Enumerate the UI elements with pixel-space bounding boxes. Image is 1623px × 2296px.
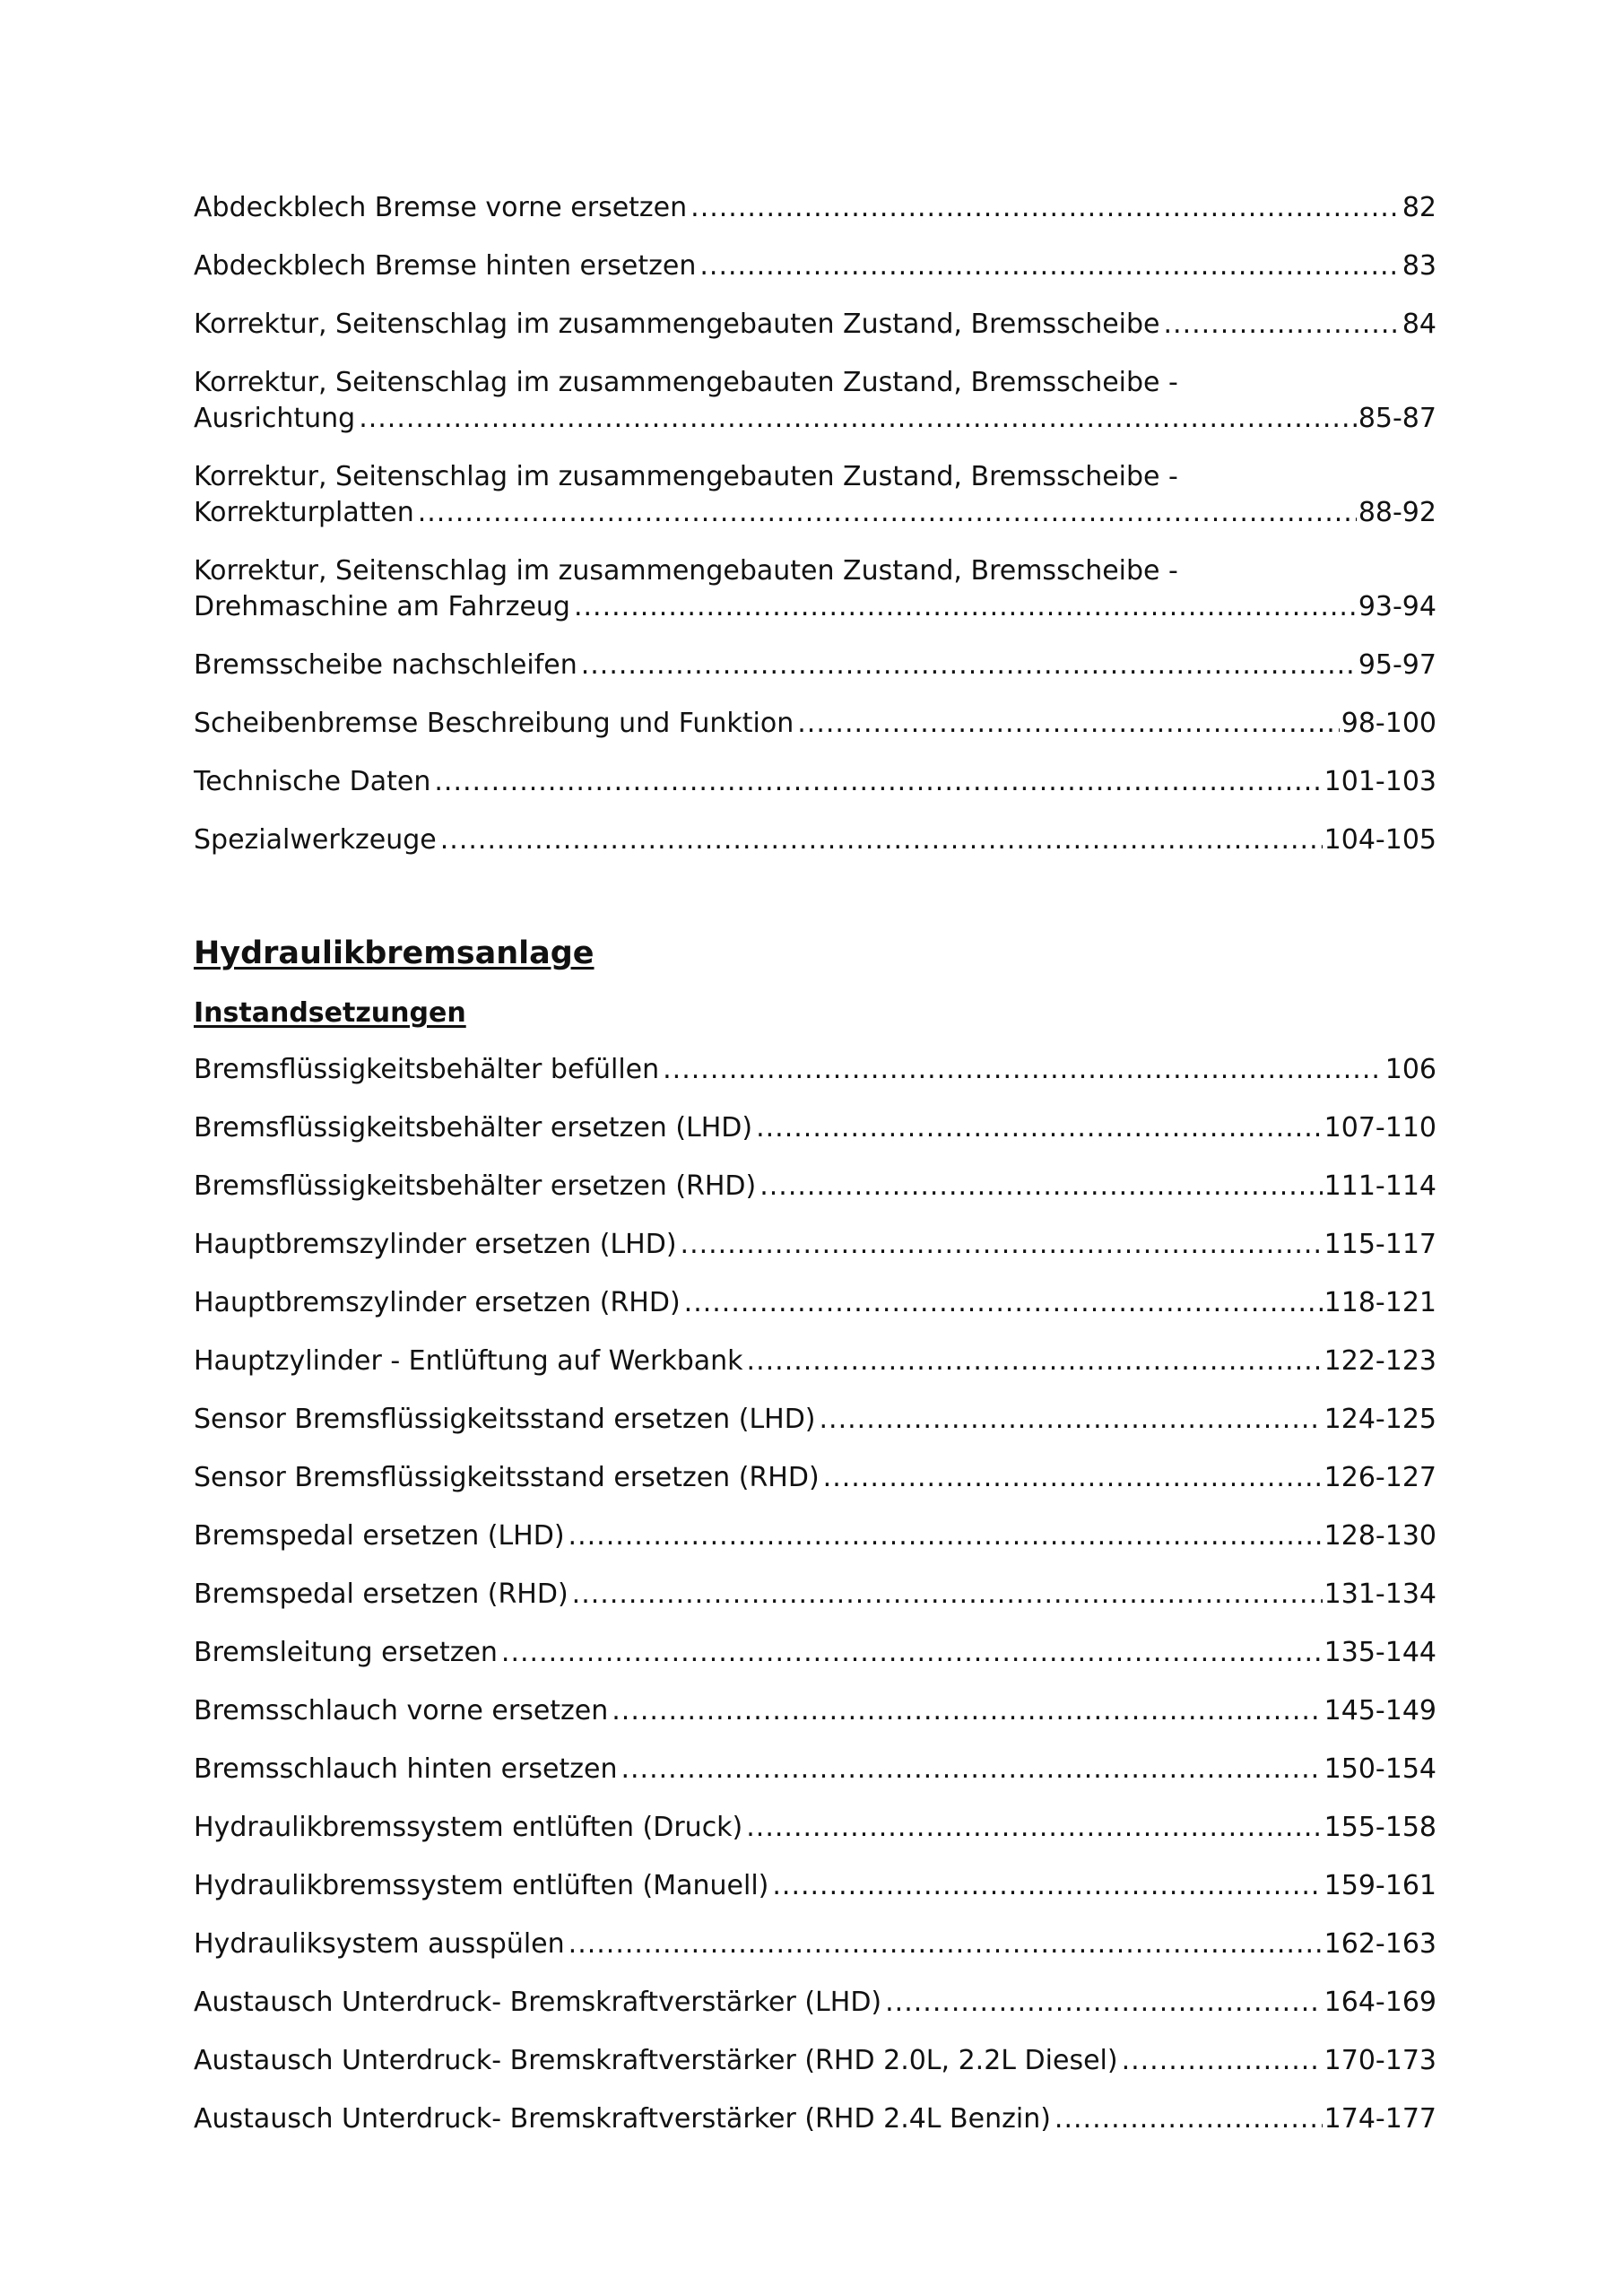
toc-entry-page: 83 (1402, 250, 1436, 282)
dot-leader (885, 1985, 1323, 2021)
dot-leader (434, 764, 1322, 800)
dot-leader (684, 1285, 1323, 1321)
toc-entry-title: Abdeckblech Bremse hinten ersetzen (194, 250, 697, 282)
dot-leader (690, 190, 1401, 226)
toc-entry-title: Sensor Bremsflüssigkeitsstand ersetzen (RHD) (194, 1462, 820, 1493)
dot-leader (501, 1635, 1323, 1671)
toc-entry-page: 88-92 (1358, 497, 1436, 528)
toc-entry[interactable] (194, 1285, 1436, 1321)
toc-entry-page: 106 (1384, 1054, 1436, 1085)
toc-entry-title: Abdeckblech Bremse vorne ersetzen (194, 192, 688, 223)
dot-leader (572, 1577, 1323, 1613)
toc-entry[interactable] (194, 822, 1436, 858)
toc-entry-title: Bremspedal ersetzen (RHD) (194, 1578, 568, 1610)
toc-entry-title: Ausrichtung (194, 403, 356, 434)
dot-leader (699, 248, 1400, 284)
dot-leader (568, 1518, 1323, 1554)
toc-entry[interactable] (194, 1344, 1436, 1379)
toc-entry-title: Bremsschlauch vorne ersetzen (194, 1695, 609, 1726)
toc-entry-title-line1: Korrektur, Seitenschlag im zusammengebauten Zustand, Bremsscheibe - (194, 461, 1178, 492)
toc-entry-title: Hydrauliksystem ausspülen (194, 1928, 565, 1960)
toc-entry-page: 174-177 (1324, 2103, 1436, 2135)
toc-entry-page: 159-161 (1324, 1870, 1436, 1901)
dot-leader (746, 1810, 1322, 1846)
dot-leader (440, 822, 1323, 858)
toc-entry-title: Hydraulikbremssystem entlüften (Manuell) (194, 1870, 769, 1901)
toc-entry[interactable] (194, 1926, 1436, 1962)
toc-entry[interactable] (194, 1518, 1436, 1554)
toc-entry-title: Bremsschlauch hinten ersetzen (194, 1753, 618, 1785)
toc-entry-page: 124-125 (1324, 1404, 1436, 1435)
toc-entry-title: Austausch Unterdruck- Bremskraftverstärker (LHD) (194, 1987, 882, 2018)
toc-entry-title: Austausch Unterdruck- Bremskraftverstärker (RHD 2.4L Benzin) (194, 2103, 1051, 2135)
toc-entry[interactable] (194, 190, 1436, 226)
toc-entry-title: Hauptzylinder - Entlüftung auf Werkbank (194, 1345, 743, 1377)
subsection-heading: Instandsetzungen (194, 997, 466, 1029)
dot-leader (612, 1693, 1322, 1729)
toc-entry[interactable] (194, 706, 1436, 742)
dot-leader (1164, 307, 1401, 343)
toc-entry-page: 115-117 (1324, 1229, 1436, 1260)
toc-entry[interactable] (194, 1985, 1436, 2021)
toc-entry-page: 85-87 (1358, 403, 1436, 434)
toc-page (194, 190, 1436, 2160)
toc-entry[interactable] (194, 1169, 1436, 1205)
toc-entry-page: 101-103 (1324, 766, 1436, 797)
toc-entry[interactable] (194, 459, 1436, 531)
toc-entry-page: 111-114 (1324, 1170, 1436, 1202)
toc-entry-page: 155-158 (1324, 1812, 1436, 1843)
toc-entry-page: 135-144 (1324, 1637, 1436, 1668)
toc-entry[interactable] (194, 648, 1436, 683)
dot-leader (747, 1344, 1323, 1379)
toc-entry-page: 126-127 (1324, 1462, 1436, 1493)
toc-entry-page: 95-97 (1358, 649, 1436, 681)
section-heading: Hydraulikbremsanlage (194, 935, 595, 971)
toc-entry-page: 170-173 (1324, 2045, 1436, 2076)
toc-entry-title: Hauptbremszylinder ersetzen (LHD) (194, 1229, 677, 1260)
dot-leader (574, 589, 1357, 625)
toc-list-section (194, 1052, 1436, 2137)
toc-entry[interactable] (194, 1752, 1436, 1787)
dot-leader (663, 1052, 1384, 1088)
dot-leader (759, 1169, 1322, 1205)
toc-entry[interactable] (194, 1110, 1436, 1146)
toc-entry[interactable] (194, 248, 1436, 284)
toc-entry-page: 145-149 (1324, 1695, 1436, 1726)
toc-entry-page: 150-154 (1324, 1753, 1436, 1785)
toc-entry-page: 164-169 (1324, 1987, 1436, 2018)
dot-leader (1122, 2043, 1323, 2079)
toc-entry[interactable] (194, 2101, 1436, 2137)
toc-entry-page: 162-163 (1324, 1928, 1436, 1960)
toc-entry-page: 128-130 (1324, 1520, 1436, 1552)
dot-leader (797, 706, 1339, 742)
toc-entry[interactable] (194, 1868, 1436, 1904)
toc-entry[interactable] (194, 1402, 1436, 1438)
toc-entry-title: Scheibenbremse Beschreibung und Funktion (194, 708, 794, 739)
dot-leader (820, 1402, 1323, 1438)
toc-entry-page: 118-121 (1324, 1287, 1436, 1318)
toc-entry[interactable] (194, 2043, 1436, 2079)
toc-entry[interactable] (194, 764, 1436, 800)
dot-leader (823, 1460, 1323, 1496)
toc-entry-page: 93-94 (1358, 591, 1436, 622)
toc-entry-title: Bremspedal ersetzen (LHD) (194, 1520, 565, 1552)
toc-entry-title: Hydraulikbremssystem entlüften (Druck) (194, 1812, 743, 1843)
toc-entry[interactable] (194, 365, 1436, 437)
toc-entry-page: 82 (1402, 192, 1436, 223)
dot-leader (568, 1926, 1323, 1962)
toc-entry-title-line1: Korrektur, Seitenschlag im zusammengebauten Zustand, Bremsscheibe - (194, 555, 1178, 587)
toc-entry-title: Bremsflüssigkeitsbehälter ersetzen (LHD) (194, 1112, 753, 1144)
toc-entry-title: Hauptbremszylinder ersetzen (RHD) (194, 1287, 681, 1318)
toc-entry[interactable] (194, 1052, 1436, 1088)
toc-entry-page: 131-134 (1324, 1578, 1436, 1610)
section-hydraulikbremsanlage (194, 932, 1436, 2137)
toc-entry-title: Bremsleitung ersetzen (194, 1637, 498, 1668)
toc-entry-title: Austausch Unterdruck- Bremskraftverstärker (RHD 2.0L, 2.2L Diesel) (194, 2045, 1118, 2076)
dot-leader (772, 1868, 1322, 1904)
dot-leader (681, 1227, 1323, 1263)
toc-entry-page: 107-110 (1324, 1112, 1436, 1144)
toc-entry-title: Sensor Bremsflüssigkeitsstand ersetzen (LHD) (194, 1404, 816, 1435)
toc-entry-title: Korrekturplatten (194, 497, 414, 528)
toc-list-top (194, 190, 1436, 858)
toc-entry-page: 84 (1402, 309, 1436, 340)
toc-entry-title: Drehmaschine am Fahrzeug (194, 591, 570, 622)
toc-entry-title-line1: Korrektur, Seitenschlag im zusammengebauten Zustand, Bremsscheibe - (194, 367, 1178, 398)
toc-entry-title: Spezialwerkzeuge (194, 824, 437, 856)
toc-entry-title: Bremsflüssigkeitsbehälter ersetzen (RHD) (194, 1170, 757, 1202)
dot-leader (359, 401, 1357, 437)
toc-entry-title: Korrektur, Seitenschlag im zusammengebauten Zustand, Bremsscheibe (194, 309, 1160, 340)
dot-leader (1055, 2101, 1323, 2137)
toc-entry-title: Bremsflüssigkeitsbehälter befüllen (194, 1054, 660, 1085)
toc-entry[interactable] (194, 1635, 1436, 1671)
toc-entry[interactable] (194, 1577, 1436, 1613)
toc-entry-page: 98-100 (1341, 708, 1436, 739)
toc-entry-title: Technische Daten (194, 766, 431, 797)
toc-entry-title: Bremsscheibe nachschleifen (194, 649, 577, 681)
dot-leader (621, 1752, 1322, 1787)
toc-entry[interactable] (194, 1810, 1436, 1846)
dot-leader (581, 648, 1357, 683)
toc-entry[interactable] (194, 1227, 1436, 1263)
toc-entry[interactable] (194, 553, 1436, 625)
toc-entry[interactable] (194, 1460, 1436, 1496)
dot-leader (418, 495, 1357, 531)
toc-entry-page: 122-123 (1324, 1345, 1436, 1377)
toc-entry-page: 104-105 (1324, 824, 1436, 856)
toc-entry[interactable] (194, 1693, 1436, 1729)
dot-leader (756, 1110, 1323, 1146)
toc-entry[interactable] (194, 307, 1436, 343)
